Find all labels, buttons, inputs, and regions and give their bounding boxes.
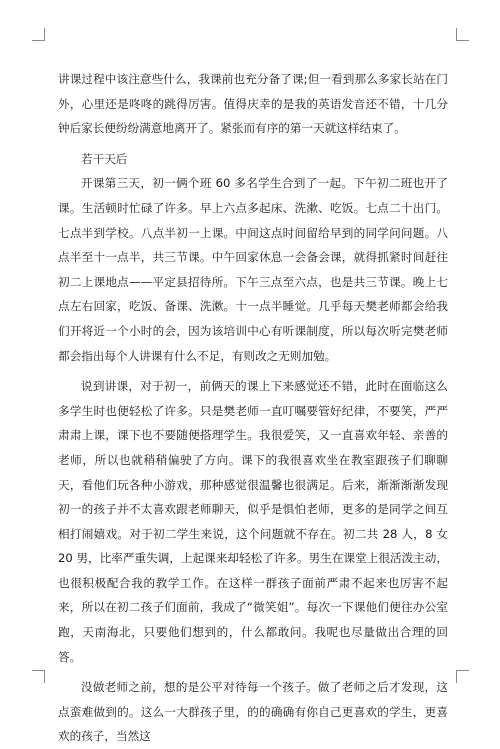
crop-mark-bottom-left [32,670,45,683]
section-heading: 若干天后 [81,151,128,166]
paragraph-continuation: 讲课过程中该注意些什么，我课前也充分备了课;但一看到那么多家长站在门外，心里还是咚咚的跳得厉害。值得庆幸的是我的英语发音还不错，十几分钟后家长便纷纷满意地离开了。紧张而有序的第一天就这样结束了。 [58,72,448,136]
document-body [58,67,448,749]
paragraph-teaching: 说到讲课，对于初一，前俩天的课上下来感觉还不错，此时在面临这么多学生时也便轻松了许多。只是樊老师一直叮嘱要管好纪律，不要笑，严严肃肃上课，课下也不要随便搭理学生。我很爱笑，又一直喜欢年轻、亲善的老师，所以也就稍稍偏驶了方向。课下的我很喜欢坐在教室跟孩子们聊聊天，看他们玩各种小游戏，那种感觉很温馨也很满足。后来，渐渐渐渐发现初一的孩子并不太喜欢跟老师聊天，似乎是惧怕老师，更多的是同学之间互相打闹嬉戏。对于初二学生来说，这个问题就不存在。初二共 28 人，8 女 20 男，比率严重失调，上起课来却轻松了许多。男生在课堂上很活泼主动，也很积极配合我的教学工作。在这样一群孩子面前严肃不起来也厉害不起来，所以在初二孩子们面前，我成了“微笑姐”。每次一下课他们便往办公室跑，天南海北，只要他们想到的，什么都敢问。我呢也尽量做出合理的回答。 [58,379,448,664]
paragraph-schedule: 开课第三天，初一俩个班 60 多名学生合到了一起。下午初二班也开了课。生活顿时忙碌了许多。早上六点多起床、洗漱、吃饭。七点二十出门。七点半到学校。八点半初一上课。中间这点时间留给早到的同学问问题。八点半至十一点半，共三节课。中午回家休息一会备会课，就得抓紧时间赶往初二上课地点——平定县招待所。下午三点至六点，也是共三节课。晚上七点左右回家，吃饭、备课、洗漱。十一点半睡觉。几乎每天樊老师都会给我们开将近一个小时的会，因为该培训中心有听课制度，所以每次听完樊老师都会指出每个人讲课有什么不足，有则改之无则加勉。 [58,176,448,363]
crop-mark-bottom-right [456,670,469,683]
crop-mark-top-right [456,28,469,41]
paragraph-fairness: 没做老师之前，想的是公平对待每一个孩子。做了老师之后才发现，这点蛮难做到的。这么一大群孩子里，的的确确有你自己更喜欢的学生，更喜欢的孩子，当然这 [58,680,448,744]
crop-mark-top-left [32,28,45,41]
